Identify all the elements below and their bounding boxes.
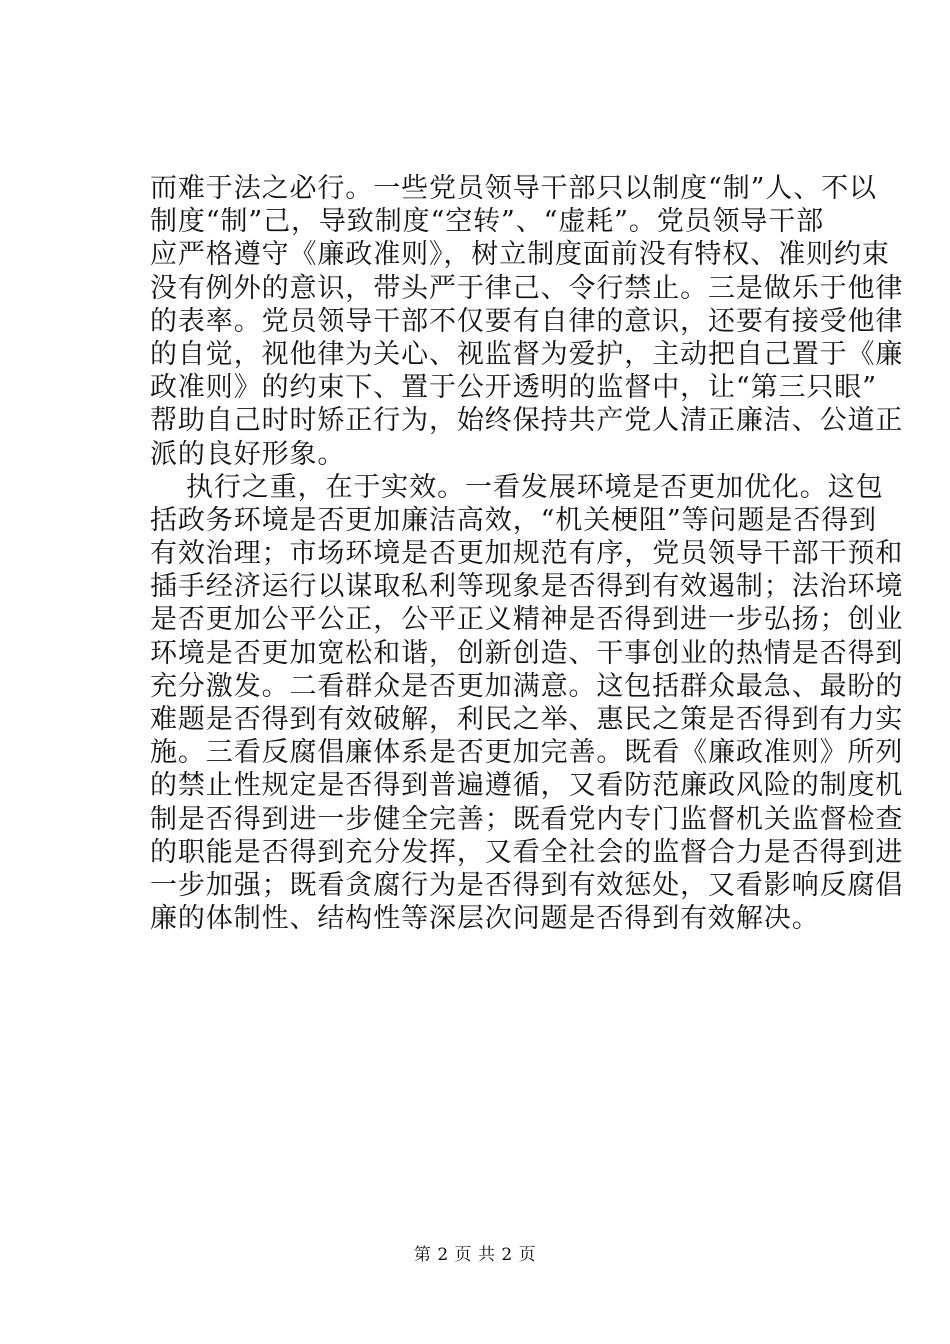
text-line: 有效治理；市场环境是否更加规范有序，党员领导干部干预和	[150, 538, 904, 570]
text-line: 廉的体制性、结构性等深层次问题是否得到有效解决。	[150, 903, 820, 935]
page-number-label: 第 2 页 共 2 页	[413, 1245, 537, 1265]
text-line: 环境是否更加宽松和谐，创新创造、干事创业的热情是否得到	[150, 637, 904, 669]
text-line: 没有例外的意识，带头严于律己、令行禁止。三是做乐于他律	[150, 272, 904, 304]
text-line: 制是否得到进一步健全完善；既看党内专门监督机关监督检查	[150, 803, 904, 835]
text-line: 派的良好形象。	[150, 438, 346, 470]
text-line: 充分激发。二看群众是否更加满意。这包括群众最急、最盼的	[150, 670, 904, 702]
text-line: 是否更加公平公正，公平正义精神是否得到进一步弘扬；创业	[150, 604, 904, 636]
text-line: 括政务环境是否更加廉洁高效，“机关梗阻”等问题是否得到	[150, 504, 877, 536]
page-footer	[0, 1244, 950, 1266]
text-line: 的职能是否得到充分发挥，又看全社会的监督合力是否得到进	[150, 836, 904, 868]
text-line: 的禁止性规定是否得到普遍遵循，又看防范廉政风险的制度机	[150, 770, 904, 802]
text-line: 施。三看反腐倡廉体系是否更加完善。既看《廉政准则》所列	[150, 737, 904, 769]
text-line: 的表率。党员领导干部不仅要有自律的意识，还要有接受他律	[150, 305, 904, 337]
text-line: 插手经济运行以谋取私利等现象是否得到有效遏制；法治环境	[150, 571, 904, 603]
text-line: 而难于法之必行。一些党员领导干部只以制度“制”人、不以	[150, 173, 877, 204]
text-line: 应严格遵守《廉政准则》，树立制度面前没有特权、准则约束	[150, 239, 890, 271]
text-line: 难题是否得到有效破解，利民之举、惠民之策是否得到有力实	[150, 704, 904, 735]
text-line: 执行之重，在于实效。一看发展环境是否更加优化。这包	[186, 471, 884, 503]
body-text	[150, 172, 904, 935]
text-line: 的自觉，视他律为关心、视监督为爱护，主动把自己置于《廉	[150, 338, 904, 370]
text-line: 政准则》的约束下、置于公开透明的监督中，让“第三只眼”	[150, 372, 877, 404]
text-line: 帮助自己时时矫正行为，始终保持共产党人清正廉洁、公道正	[150, 405, 904, 437]
text-line: 制度“制”己，导致制度“空转”、“虚耗”。党员领导干部	[150, 206, 825, 238]
text-line: 一步加强；既看贪腐行为是否得到有效惩处，又看影响反腐倡	[150, 869, 904, 901]
